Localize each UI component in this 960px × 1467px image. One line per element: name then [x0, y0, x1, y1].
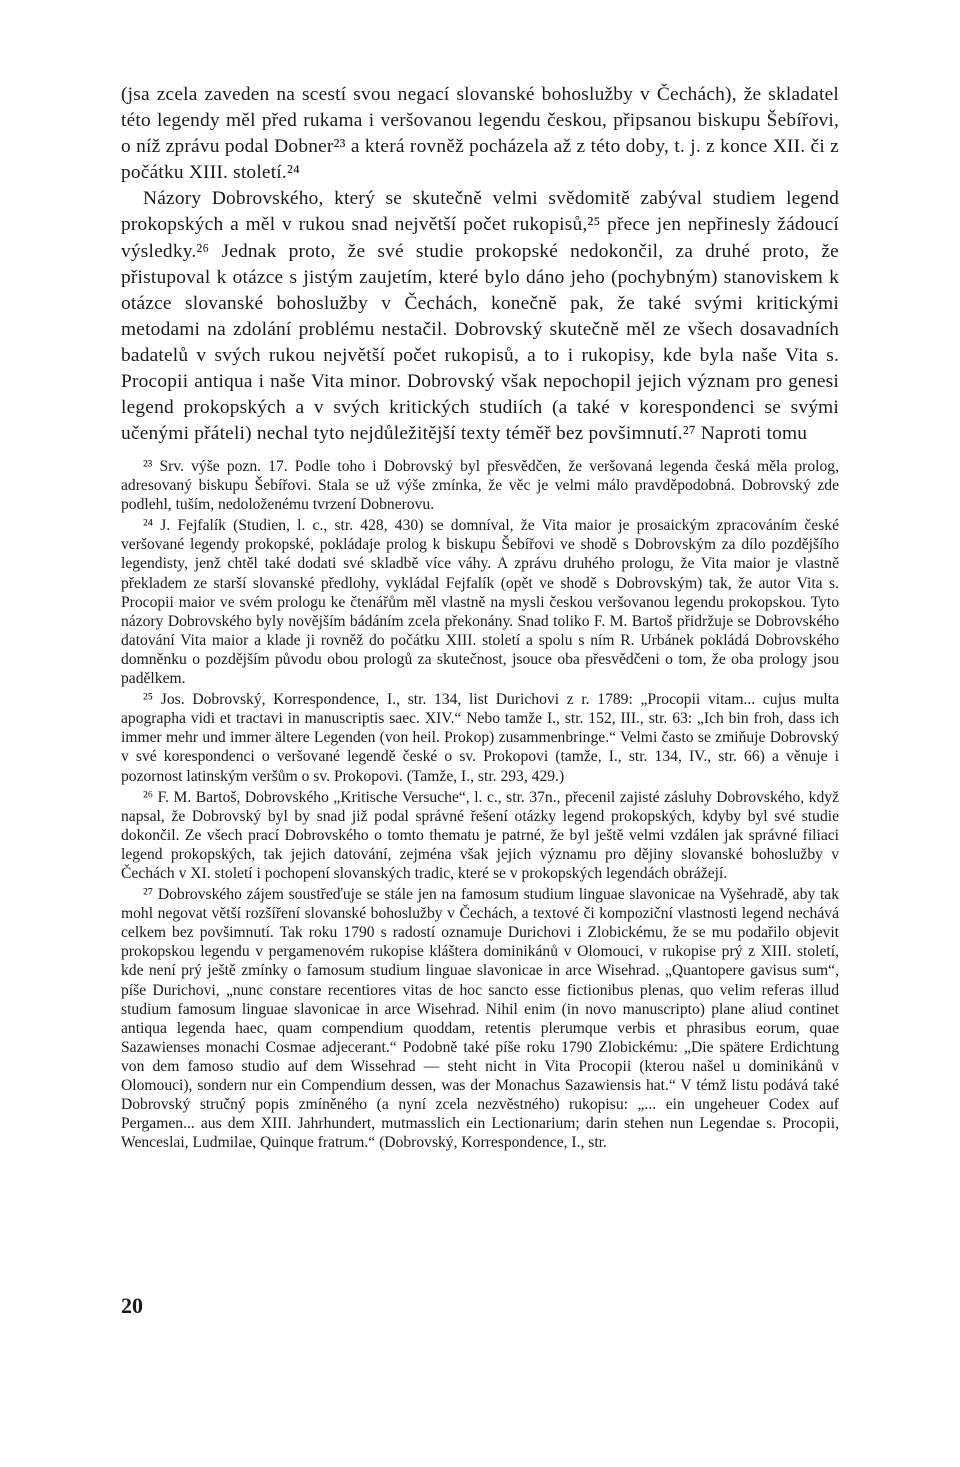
footnote-26: ²⁶ F. M. Bartoš, Dobrovského „Kritische Versuche“, l. c., str. 37n., přecenil zajisté zásluhy Dobrovského, když napsal, že Dobrovský byl by snad již podal správné řešení otázky legend prokopských, kdyby byl své studie dokončil. Ze všech prací Dobrovského o tomto thematu je patrné, že byl ještě velmi vzdálen jak správné filiaci legend prokopských, tak jejich datování, zejména však jejich významu pro dějiny slovanské bohoslužby v Čechách v XI. století i pochopení slovanských tradic, které se v prokopských legendách obrážejí.: [121, 788, 839, 882]
main-text: [121, 82, 839, 447]
footnote-25: ²⁵ Jos. Dobrovský, Korrespondence, I., str. 134, list Durichovi z r. 1789: „Procopii vitam... cujus multa apographa vidi et tractavi in manuscriptis saec. XIV.“ Nebo tamže I., str. 152, III., str. 63: „Ich bin froh, dass ich immer mehr und immer ältere Legenden (von heil. Prokop) zusammenbringe.“ Velmi často se zmiňuje Dobrovský v své korespondenci o veršované legendě české o sv. Prokopovi (tamže, I., str. 134, IV., str. 66) a věnuje i pozornost latinským veršům o sv. Prokopovi. (Tamže, I., str. 293, 429.): [121, 691, 839, 785]
footnotes: [121, 457, 839, 1154]
footnote-23: ²³ Srv. výše pozn. 17. Podle toho i Dobrovský byl přesvědčen, že veršovaná legenda česká měla prolog, adresovaný biskupu Šebířovi. Stala se už výše zmínka, že věc je velmi málo pravděpodobná. Dobrovský zde podlehl, tuším, nedoloženému tvrzení Dobnerovu.: [121, 458, 839, 514]
page-number: 20: [121, 1293, 143, 1318]
main-paragraph-2: Názory Dobrovského, který se skutečně velmi svědomitě zabýval studiem legend prokopských a měl v rukou snad největší počet rukopisů,²⁵ přece jen nepřinesly žádoucí výsledky.²⁶ Jednak proto, že své studie prokopské nedokončil, za druhé proto, že přistupoval k otázce s jistým zaujetím, které bylo dáno jeho (pochybným) stanoviskem k otázce slovanské bohoslužby v Čechách, konečně pak, že také svými kritickými metodami na zdolání problému nestačil. Dobrovský skutečně měl ze všech dosavadních badatelů v svých rukou největší počet rukopisů, a to i rukopisy, kde byla naše Vita s. Procopii antiqua i naše Vita minor. Dobrovský však nepochopil jejich význam pro genesi legend prokopských a v svých kritických studiích (a také v korespondenci se svými učenými přáteli) nechal tyto nejdůležitější texty téměř bez povšimnutí.²⁷ Naproti tomu: [121, 188, 839, 445]
main-paragraph-1: (jsa zcela zaveden na scestí svou negací slovanské bohoslužby v Čechách), že skladatel této legendy měl před rukama i veršovanou legendu českou, připsanou biskupu Šebířovi, o níž zprávu podal Dobner²³ a která rovněž pocházela až z této doby, t. j. z konce XII. či z počátku XIII. století.²⁴: [121, 84, 839, 184]
footnote-24: ²⁴ J. Fejfalík (Studien, l. c., str. 428, 430) se domníval, že Vita maior je prosaickým zpracováním české veršované legendy prokopské, pokládaje prolog k biskupu Šebířovi ve shodě s Dobrovským za dílo pozdějšího legendisty, jenž chtěl také dodati své skladbě více váhy. A zprávu druhého prologu, že Vita maior je vlastně překladem ze starší slovanské předlohy, vykládal Fejfalík (opět ve shodě s Dobrovským) tak, že autor Vita s. Procopii maior ve svém prologu ke čtenářům měl vlastně na mysli českou veršovanou legendu prokopskou. Tyto názory Dobrovského byly novějším bádáním zcela překonány. Snad toliko F. M. Bartoš přidržuje se Dobrovského datování Vita maior a klade ji rovněž do počátku XIII. století a spolu s ním R. Urbánek pokládá Dobrovského domněnku o pozdějším původu obou prologů za skutečnost, jsouce oba přesvědčeni o tom, že oba prology jsou padělkem.: [121, 517, 839, 688]
footnote-27: ²⁷ Dobrovského zájem soustřeďuje se stále jen na famosum studium linguae slavonicae na Vyšehradě, aby tak mohl negovat větší rozšíření slovanské bohoslužby v Čechách, a textové či kompoziční vlastnosti legend nechává celkem bez povšimnutí. Tak roku 1790 s radostí oznamuje Durichovi i Zlobickému, že se mu podařilo objevit prokopskou legendu v pergamenovém rukopise kláštera dominikánů v Olomouci, v rukopise prý z XIII. století, kde není prý ještě zmínky o famosum studium linguae slavonicae in arce Wisehrad. „Quantopere gavisus sum“, píše Durichovi, „nunc constare recentiores vitas de hoc sancto esse fictionibus plenas, quo velim referas illud studium famosum linguae slavonicae in arce Wisehrad. Nihil enim (in novo manuscripto) plane aliud continet antiqua legenda haec, quam compendium quoddam, retentis plerumque verbis et phrasibus eorum, quae Sazawienses monachi Cosmae adjecerant.“ Podobně také píše roku 1790 Zlobickému: „Die spätere Erdichtung von dem famoso studio auf dem Wissehrad — steht nicht in Vita Procopii (kterou našel u dominikánů v Olomouci), sondern nur ein Compendium dessen, was der Monachus Sazawiensis hat.“ V témž listu podává také Dobrovský stručný popis zmíněného (a nyní zcela nezvěstného) rukopisu: „... ein ungeheuer Codex auf Pergamen... aus dem XIII. Jahrhundert, mutmasslich ein Lectionarium; darin stehen nun Legendae s. Procopii, Wenceslai, Ludmilae, Quinque fratrum.“ (Dobrovský, Korrespondence, I., str.: [121, 886, 839, 1152]
